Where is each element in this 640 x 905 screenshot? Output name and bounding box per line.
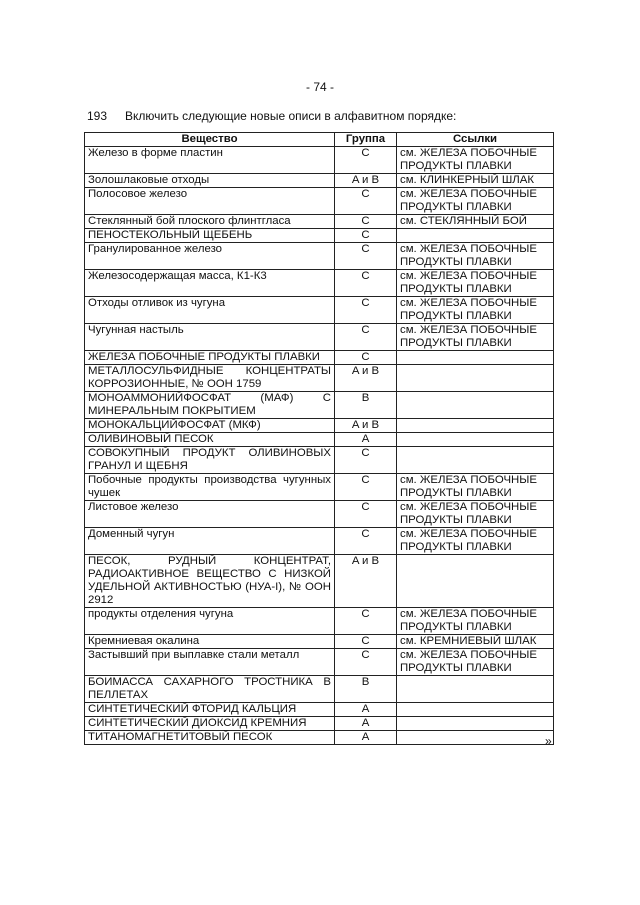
reference-cell [397,447,554,474]
reference-cell: см. ЖЕЛЕЗА ПОБОЧНЫЕ ПРОДУКТЫ ПЛАВКИ [397,297,554,324]
table-row [85,474,554,501]
table-row [85,392,554,419]
substance-cell: Золошлаковые отходы [85,174,335,188]
group-cell: A и B [335,555,397,608]
reference-cell: см. ЖЕЛЕЗА ПОБОЧНЫЕ ПРОДУКТЫ ПЛАВКИ [397,324,554,351]
header-references: Ссылки [397,133,554,147]
group-cell: C [335,243,397,270]
table-row [85,528,554,555]
group-cell: C [335,474,397,501]
group-cell: A и B [335,419,397,433]
substance-cell: Железосодержащая масса, К1-К3 [85,270,335,297]
substance-cell: СИНТЕТИЧЕСКИЙ ФТОРИД КАЛЬЦИЯ [85,703,335,717]
group-cell: C [335,147,397,174]
substance-cell: Отходы отливок из чугуна [85,297,335,324]
table-row [85,174,554,188]
reference-cell [397,717,554,731]
group-cell: C [335,528,397,555]
reference-cell: см. ЖЕЛЕЗА ПОБОЧНЫЕ ПРОДУКТЫ ПЛАВКИ [397,474,554,501]
group-cell: A и B [335,365,397,392]
table-body [85,147,554,745]
reference-cell [397,351,554,365]
group-cell: C [335,501,397,528]
reference-cell [397,229,554,243]
group-cell: A [335,717,397,731]
substance-cell: МОНОАММОНИЙФОСФАТ (МАФ) С МИНЕРАЛЬНЫМ ПОКРЫТИЕМ [85,392,335,419]
group-cell: C [335,215,397,229]
substance-cell: продукты отделения чугуна [85,608,335,635]
table-row [85,188,554,215]
table-row [85,419,554,433]
substance-cell: Железо в форме пластин [85,147,335,174]
substance-cell: СОВОКУПНЫЙ ПРОДУКТ ОЛИВИНОВЫХ ГРАНУЛ И ЩЕБНЯ [85,447,335,474]
group-cell: C [335,351,397,365]
group-cell: C [335,447,397,474]
table-row [85,555,554,608]
reference-cell: см. СТЕКЛЯННЫЙ БОЙ [397,215,554,229]
substance-cell: Стеклянный бой плоского флинтгласа [85,215,335,229]
paragraph-text: Включить следующие новые описи в алфавитном порядке: [125,109,457,123]
reference-cell: см. ЖЕЛЕЗА ПОБОЧНЫЕ ПРОДУКТЫ ПЛАВКИ [397,270,554,297]
group-cell: A [335,731,397,745]
substance-cell: Чугунная настыль [85,324,335,351]
reference-cell [397,365,554,392]
paragraph-number: 193 [87,109,108,123]
table-row [85,501,554,528]
page-number: - 74 - [305,80,334,94]
group-cell: A [335,703,397,717]
substance-cell: Листовое железо [85,501,335,528]
group-cell: C [335,188,397,215]
reference-cell [397,419,554,433]
substance-cell: ЖЕЛЕЗА ПОБОЧНЫЕ ПРОДУКТЫ ПЛАВКИ [85,351,335,365]
group-cell: C [335,635,397,649]
table-row [85,365,554,392]
table-row [85,324,554,351]
table-row [85,703,554,717]
table-row [85,229,554,243]
reference-cell: см. ЖЕЛЕЗА ПОБОЧНЫЕ ПРОДУКТЫ ПЛАВКИ [397,147,554,174]
substance-cell: Гранулированное железо [85,243,335,270]
table-row [85,297,554,324]
substance-cell: ПЕСОК, РУДНЫЙ КОНЦЕНТРАТ, РАДИОАКТИВНОЕ ВЕЩЕСТВО С НИЗКОЙ УДЕЛЬНОЙ АКТИВНОСТЬЮ (НУА-I), № ООН 2912 [85,555,335,608]
substance-cell: МЕТАЛЛОСУЛЬФИДНЫЕ КОНЦЕНТРАТЫ КОРРОЗИОННЫЕ, № ООН 1759 [85,365,335,392]
group-cell: C [335,649,397,676]
substance-cell: ПЕНОСТЕКОЛЬНЫЙ ЩЕБЕНЬ [85,229,335,243]
reference-cell [397,703,554,717]
table-row [85,243,554,270]
reference-cell: см. ЖЕЛЕЗА ПОБОЧНЫЕ ПРОДУКТЫ ПЛАВКИ [397,528,554,555]
substance-cell: ОЛИВИНОВЫЙ ПЕСОК [85,433,335,447]
reference-cell: см. КЛИНКЕРНЫЙ ШЛАК [397,174,554,188]
table-row [85,731,554,745]
substance-cell: Побочные продукты производства чугунных чушек [85,474,335,501]
table-row [85,635,554,649]
group-cell: A и B [335,174,397,188]
table-row [85,270,554,297]
paragraph [87,109,456,123]
group-cell: C [335,608,397,635]
table-row [85,147,554,174]
substance-cell: Кремниевая окалина [85,635,335,649]
substances-table [84,132,554,745]
header-group: Группа [335,133,397,147]
header-substance: Вещество [85,133,335,147]
group-cell: C [335,270,397,297]
table-row [85,447,554,474]
reference-cell: см. ЖЕЛЕЗА ПОБОЧНЫЕ ПРОДУКТЫ ПЛАВКИ [397,501,554,528]
reference-cell: см. ЖЕЛЕЗА ПОБОЧНЫЕ ПРОДУКТЫ ПЛАВКИ [397,243,554,270]
substance-cell: МОНОКАЛЬЦИЙФОСФАТ (МКФ) [85,419,335,433]
reference-cell [397,392,554,419]
table-row [85,676,554,703]
reference-cell: см. ЖЕЛЕЗА ПОБОЧНЫЕ ПРОДУКТЫ ПЛАВКИ [397,608,554,635]
table-row [85,608,554,635]
table-row [85,649,554,676]
group-cell: C [335,297,397,324]
table-row [85,717,554,731]
group-cell: C [335,324,397,351]
substance-cell: Полосовое железо [85,188,335,215]
closing-quote: » [545,734,552,748]
group-cell: B [335,676,397,703]
table-row [85,433,554,447]
substance-cell: Доменный чугун [85,528,335,555]
reference-cell [397,676,554,703]
substance-cell: БОИМАССА САХАРНОГО ТРОСТНИКА В ПЕЛЛЕТАХ [85,676,335,703]
reference-cell: см. ЖЕЛЕЗА ПОБОЧНЫЕ ПРОДУКТЫ ПЛАВКИ [397,649,554,676]
substance-cell: ТИТАНОМАГНЕТИТОВЫЙ ПЕСОК [85,731,335,745]
group-cell: C [335,229,397,243]
substance-cell: СИНТЕТИЧЕСКИЙ ДИОКСИД КРЕМНИЯ [85,717,335,731]
reference-cell [397,731,554,745]
reference-cell: см. ЖЕЛЕЗА ПОБОЧНЫЕ ПРОДУКТЫ ПЛАВКИ [397,188,554,215]
table-row [85,215,554,229]
substance-cell: Застывший при выплавке стали металл [85,649,335,676]
reference-cell [397,555,554,608]
group-cell: A [335,433,397,447]
group-cell: B [335,392,397,419]
table-header-row [85,133,554,147]
reference-cell: см. КРЕМНИЕВЫЙ ШЛАК [397,635,554,649]
table-row [85,351,554,365]
reference-cell [397,433,554,447]
